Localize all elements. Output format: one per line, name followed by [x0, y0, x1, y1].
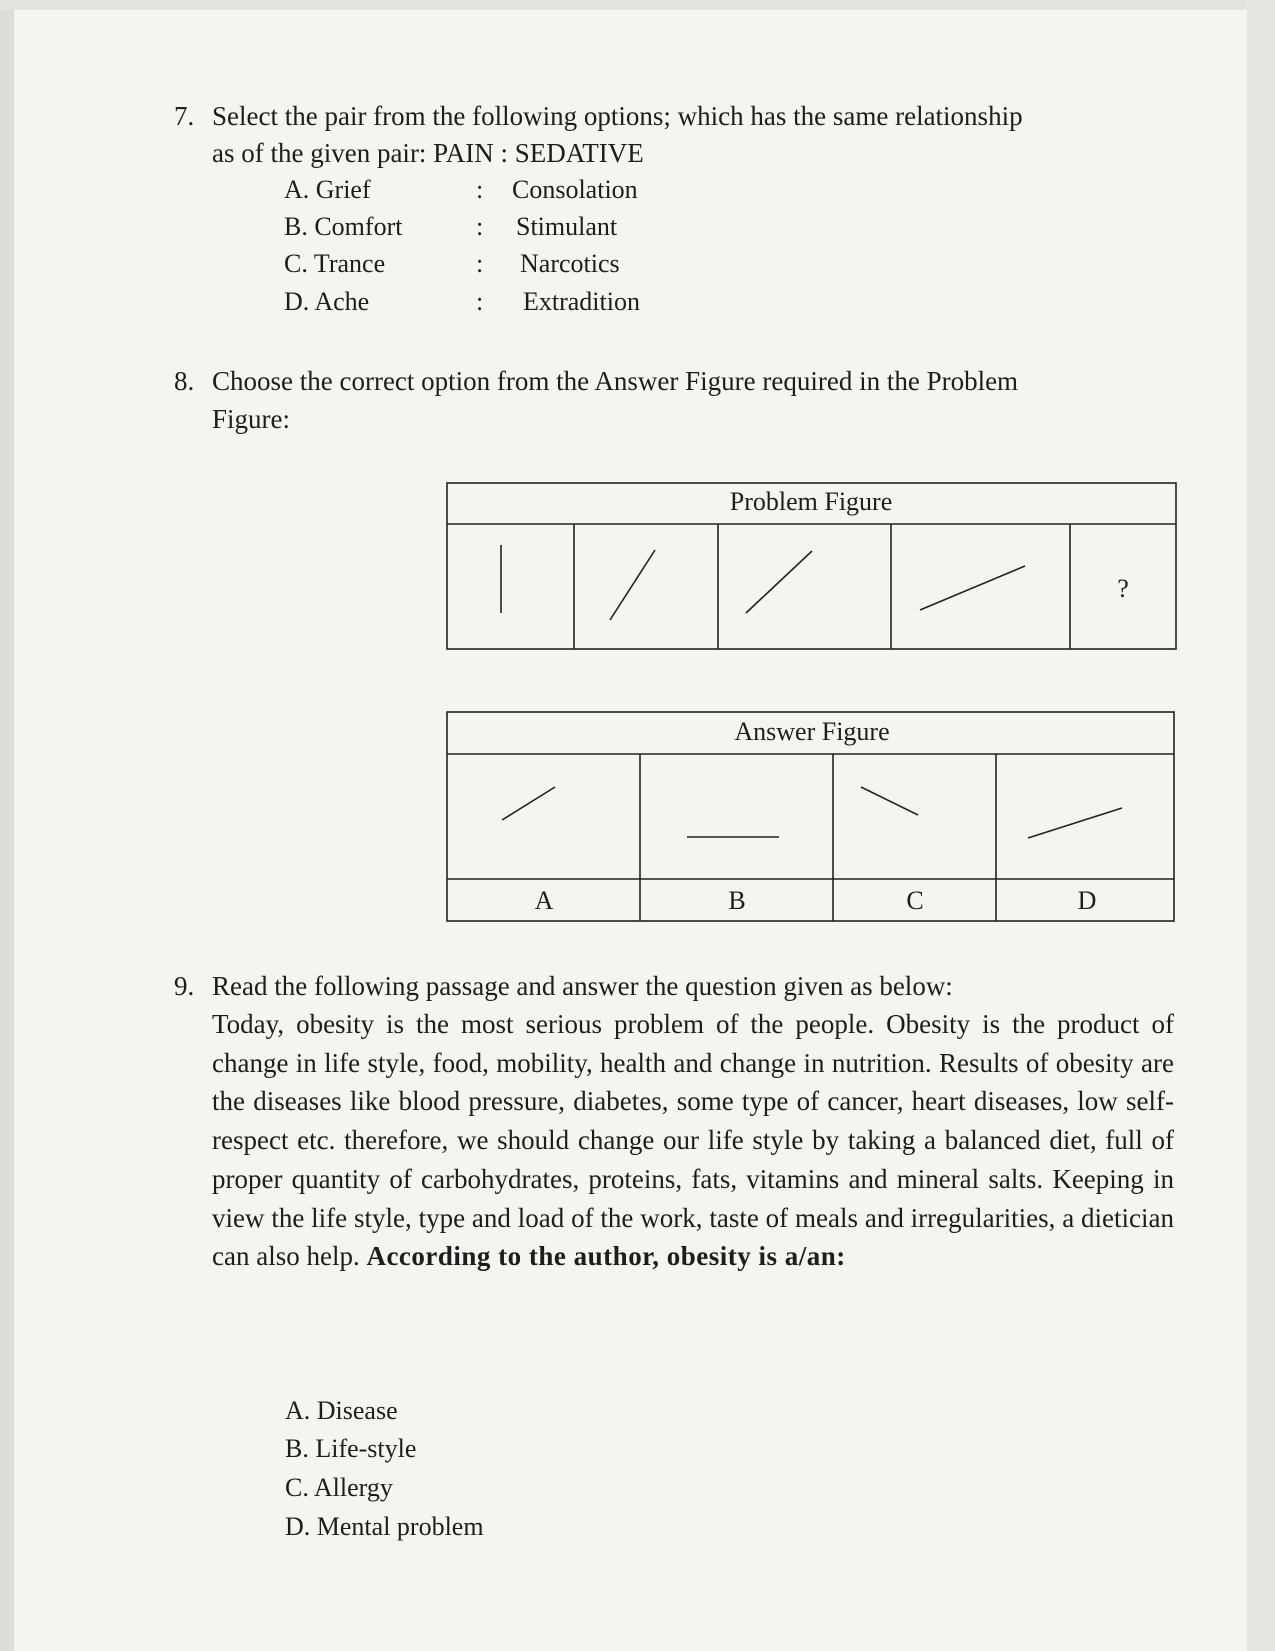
answer-option-b[interactable]: B. Life-style	[285, 1434, 417, 1463]
question-prompt: Read the following passage and answer the question given as below:	[212, 971, 953, 1001]
question-number: 9.	[174, 971, 195, 1001]
question-bold: According to the author, obesity is a/an:	[366, 1241, 846, 1272]
answer-figure-line-c	[861, 787, 918, 815]
answer-figure-line-d	[1028, 808, 1122, 838]
question-text-line-1: Choose the correct option from the Answer Figure required in the Problem	[212, 366, 1019, 396]
answer-option-c[interactable]: C. Allergy	[285, 1473, 393, 1502]
answer-label-d[interactable]: D	[1077, 886, 1097, 915]
question-number: 8.	[174, 366, 195, 396]
answer-label-a[interactable]: A	[534, 886, 554, 915]
answer-label-c[interactable]: C	[906, 886, 924, 915]
answer-option-d[interactable]: D. Mental problem	[285, 1512, 484, 1541]
problem-figure-line-4	[920, 566, 1025, 610]
question-mark: ?	[1117, 574, 1129, 603]
question-text-line-2: Figure:	[212, 404, 290, 434]
answer-figure-title: Answer Figure	[734, 717, 890, 746]
answer-figure-line-a	[502, 787, 555, 820]
answer-option-a[interactable]: A. Disease	[285, 1396, 398, 1425]
question-number: 7.	[174, 101, 195, 131]
question-9	[174, 967, 1254, 1007]
passage-text: Today, obesity is the most serious problem of the people. Obesity is the product of change in life style, food, mobility, health and change in nutrition. Results of obesity are the diseases like blood pressure, diabetes, some type of cancer, heart diseases, low self-respect etc. therefore, we should change our life style by taking a balanced diet, full of proper quantity of carbohydrates, proteins, fats, vitamins and mineral salts. Keeping in view the life style, type and load of the work, taste of meals and irregularities, a dietician can also help.	[212, 1009, 1174, 1272]
passage	[212, 1005, 1174, 1276]
question-text-line-1: Select the pair from the following options; which has the same relationship	[212, 101, 1023, 131]
problem-figure-line-2	[610, 550, 655, 620]
answer-label-b[interactable]: B	[728, 886, 746, 915]
question-text-line-2: as of the given pair: PAIN : SEDATIVE	[212, 138, 644, 168]
problem-figure-line-3	[746, 551, 812, 613]
problem-figure-title: Problem Figure	[729, 487, 893, 516]
